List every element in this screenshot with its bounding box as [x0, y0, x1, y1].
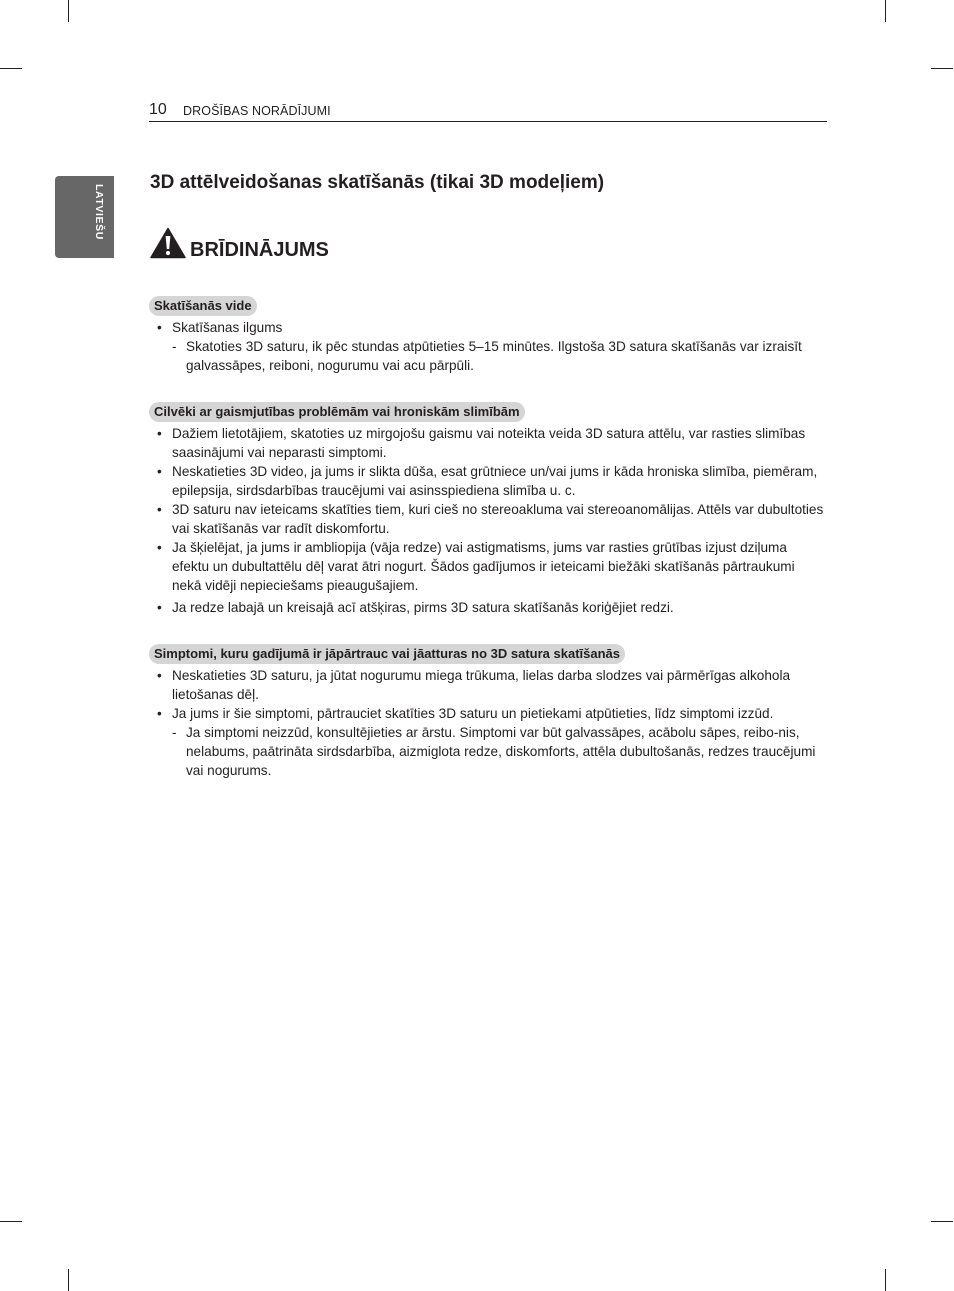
- dash-marker: -: [172, 725, 177, 740]
- list-item: [155, 424, 827, 462]
- crop-mark: [931, 68, 953, 69]
- list-item: [155, 538, 827, 595]
- list-item-text: 3D saturu nav ieteicams skatīties tiem, kuri cieš no stereoakluma vai stereoanomālijas. Attēls var dubultoties vai skatīšanās var radīt diskomfortu.: [172, 502, 824, 536]
- bullet-marker: •: [157, 600, 162, 615]
- section-content: [155, 666, 827, 780]
- list-item-text: Dažiem lietotājiem, skatoties uz mirgojošu gaismu vai noteikta veida 3D satura attēlu, var rasties slimības saasinājumi vai neparasti simptomi.: [172, 426, 806, 460]
- crop-mark: [68, 0, 69, 22]
- section-name: DROŠĪBAS NORĀDĪJUMI: [183, 104, 331, 118]
- section-heading: Simptomi, kuru gadījumā ir jāpārtrauc vai jāatturas no 3D satura skatīšanās: [149, 644, 625, 664]
- sub-list-item: [155, 723, 827, 780]
- list-item: [155, 666, 827, 704]
- page-header: [149, 98, 827, 122]
- list-item-text: Ja redze labajā un kreisajā acī atšķiras, pirms 3D satura skatīšanās koriģējiet redzi.: [172, 600, 674, 615]
- bullet-marker: •: [157, 320, 162, 335]
- section-heading: Skatīšanās vide: [149, 296, 257, 316]
- crop-mark: [0, 1221, 22, 1222]
- list-item-text: Neskatieties 3D saturu, ja jūtat nogurumu miega trūkuma, lielas darba slodzes vai pārmērīgas alkohola lietošanas dēļ.: [172, 668, 791, 702]
- warning-title: BRĪDINĀJUMS: [190, 239, 329, 261]
- list-item: [155, 500, 827, 538]
- dash-marker: -: [172, 339, 177, 354]
- bullet-marker: •: [157, 706, 162, 721]
- language-tab: [55, 176, 114, 258]
- section-content: [155, 424, 827, 617]
- crop-mark: [885, 0, 886, 22]
- crop-mark: [68, 1269, 69, 1291]
- sub-list-item-text: Ja simptomi neizzūd, konsultējieties ar ārstu. Simptomi var būt galvassāpes, acābolu sāpes, reibo-nis, nelabums, paātrināta sirdsdarbība, aizmiglota redze, diskomforts, attēla dubultošanās, redzes traucējumi vai nogurums.: [186, 725, 816, 778]
- list-item: [155, 598, 827, 617]
- crop-mark: [0, 68, 22, 69]
- list-item-text: Ja šķielējat, ja jums ir ambliopija (vāja redze) vai astigmatisms, jums var rasties grūtības izjust dziļuma efektu un dubultattēlu dēļ varat ātri nogurt. Šādos gadījumos ir ieteicami biežāki skatīšanās pārtraukumi nekā vidēji nepieciešams pieaugušajiem.: [172, 540, 795, 593]
- page-number: 10: [149, 101, 167, 118]
- list-item-text: Skatīšanas ilgums: [172, 320, 283, 335]
- crop-mark: [931, 1221, 953, 1222]
- sub-list-item: [155, 337, 827, 375]
- list-item: [155, 318, 827, 337]
- bullet-marker: •: [157, 426, 162, 441]
- bullet-marker: •: [157, 668, 162, 683]
- list-item-text: Neskatieties 3D video, ja jums ir slikta dūša, esat grūtniece un/vai jums ir kāda hroniska slimība, piemēram, epilepsija, sirdsdarbības traucējumi vai asinsspiediena slimība u. c.: [172, 464, 818, 498]
- bullet-marker: •: [157, 502, 162, 517]
- list-item-text: Ja jums ir šie simptomi, pārtrauciet skatīties 3D saturu un pietiekami atpūtieties, līdz simptomi izzūd.: [172, 706, 774, 721]
- sub-list-item-text: Skatoties 3D saturu, ik pēc stundas atpūtieties 5–15 minūtes. Ilgstoša 3D satura skatīšanās var izraisīt galvassāpes, reiboni, nogurumu vai acu pārpūli.: [186, 339, 802, 373]
- bullet-marker: •: [157, 464, 162, 479]
- list-item: [155, 704, 827, 723]
- bullet-marker: •: [157, 540, 162, 555]
- crop-mark: [885, 1269, 886, 1291]
- list-item: [155, 462, 827, 500]
- page-title: 3D attēlveidošanas skatīšanās (tikai 3D modeļiem): [150, 172, 605, 193]
- warning-triangle-icon: [150, 227, 186, 259]
- language-tab-label: LATVIEŠU: [93, 184, 105, 240]
- section-heading: Cilvēki ar gaismjutības problēmām vai hroniskām slimībām: [149, 402, 525, 422]
- section-content: [155, 318, 827, 375]
